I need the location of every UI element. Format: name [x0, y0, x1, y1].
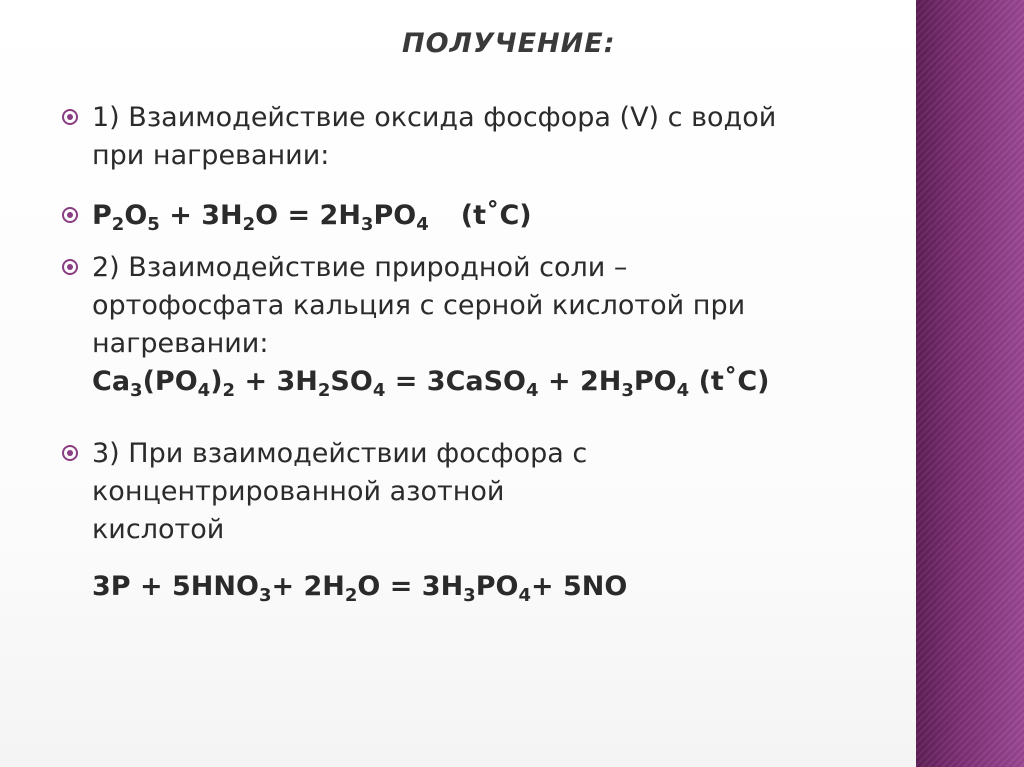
bullet-icon	[62, 445, 78, 461]
formula-subscript: 2	[344, 585, 358, 606]
formula-part: + 3H	[235, 366, 318, 397]
formula-subscript: 2	[222, 380, 236, 401]
formula-part: PO	[373, 200, 417, 231]
formula-part: O = 2H	[255, 200, 361, 231]
formula-subscript: 3	[463, 585, 476, 606]
formula-subscript: 4	[518, 585, 531, 606]
item-1-line-1: 1) Взаимодействие оксида фосфора (V) с водой	[92, 102, 777, 133]
formula-subscript: 2	[111, 214, 125, 235]
formula-part: PO	[633, 366, 677, 397]
bullet-icon	[62, 109, 78, 125]
item-3-line-2: ортофосфата кальция с серной кислотой при	[92, 290, 746, 321]
formula-part: P	[92, 200, 112, 231]
formula-p2o5-hydration	[62, 197, 920, 235]
formula-part: 3P + 5HNO	[92, 571, 259, 602]
item-4-line-2: концентрированной азотной	[92, 476, 505, 507]
formula-subscript: 3	[130, 380, 143, 401]
formula-part: + 5NO	[530, 571, 628, 602]
formula-subscript: 4	[416, 214, 429, 235]
formula-part: )	[210, 366, 223, 397]
bullet-icon	[62, 259, 78, 275]
bullet-item-3	[62, 249, 920, 401]
formula-part: O	[124, 200, 148, 231]
formula-part: + 2H	[271, 571, 345, 602]
slide-title: ПОЛУЧЕНИЕ:	[402, 28, 616, 59]
item-4-line-1: 3) При взаимодействии фосфора с	[92, 438, 588, 469]
formula-condition: (t˚C)	[460, 200, 532, 231]
formula-calcium-phosphate	[92, 363, 920, 401]
formula-subscript: 4	[197, 380, 211, 401]
formula-subscript: 3	[621, 380, 634, 401]
bullet-item-2	[62, 197, 920, 235]
formula-subscript: 4	[372, 380, 386, 401]
formula-phosphorus-nitric-acid	[92, 568, 627, 606]
formula-part: SO	[330, 366, 373, 397]
formula-subscript: 2	[317, 380, 331, 401]
formula-subscript: 4	[526, 380, 539, 401]
bullet-icon	[62, 207, 78, 223]
formula-subscript: 2	[242, 214, 256, 235]
bullet-item-1	[62, 99, 920, 175]
decorative-side-bar	[916, 0, 1024, 767]
formula-subscript: 4	[676, 380, 690, 401]
formula-part: PO	[475, 571, 519, 602]
formula-subscript: 3	[258, 585, 272, 606]
item-1-line-2: при нагревании:	[92, 140, 330, 171]
item-3-line-3: нагревании:	[92, 328, 269, 359]
item-4-line-3: кислотой	[92, 514, 225, 545]
formula-part: = 3CaSO	[385, 366, 527, 397]
formula-part: (PO	[142, 366, 198, 397]
formula-condition: (t˚C)	[689, 366, 770, 397]
formula-subscript: 3	[360, 214, 374, 235]
bullet-item-4	[62, 435, 920, 549]
formula-part: Ca	[92, 366, 131, 397]
formula-part: O = 3H	[357, 571, 464, 602]
formula-part: + 2H	[538, 366, 622, 397]
formula-subscript: 5	[147, 214, 160, 235]
item-3-line-1: 2) Взаимодействие природной соли –	[92, 252, 628, 283]
formula-part: + 3H	[159, 200, 243, 231]
